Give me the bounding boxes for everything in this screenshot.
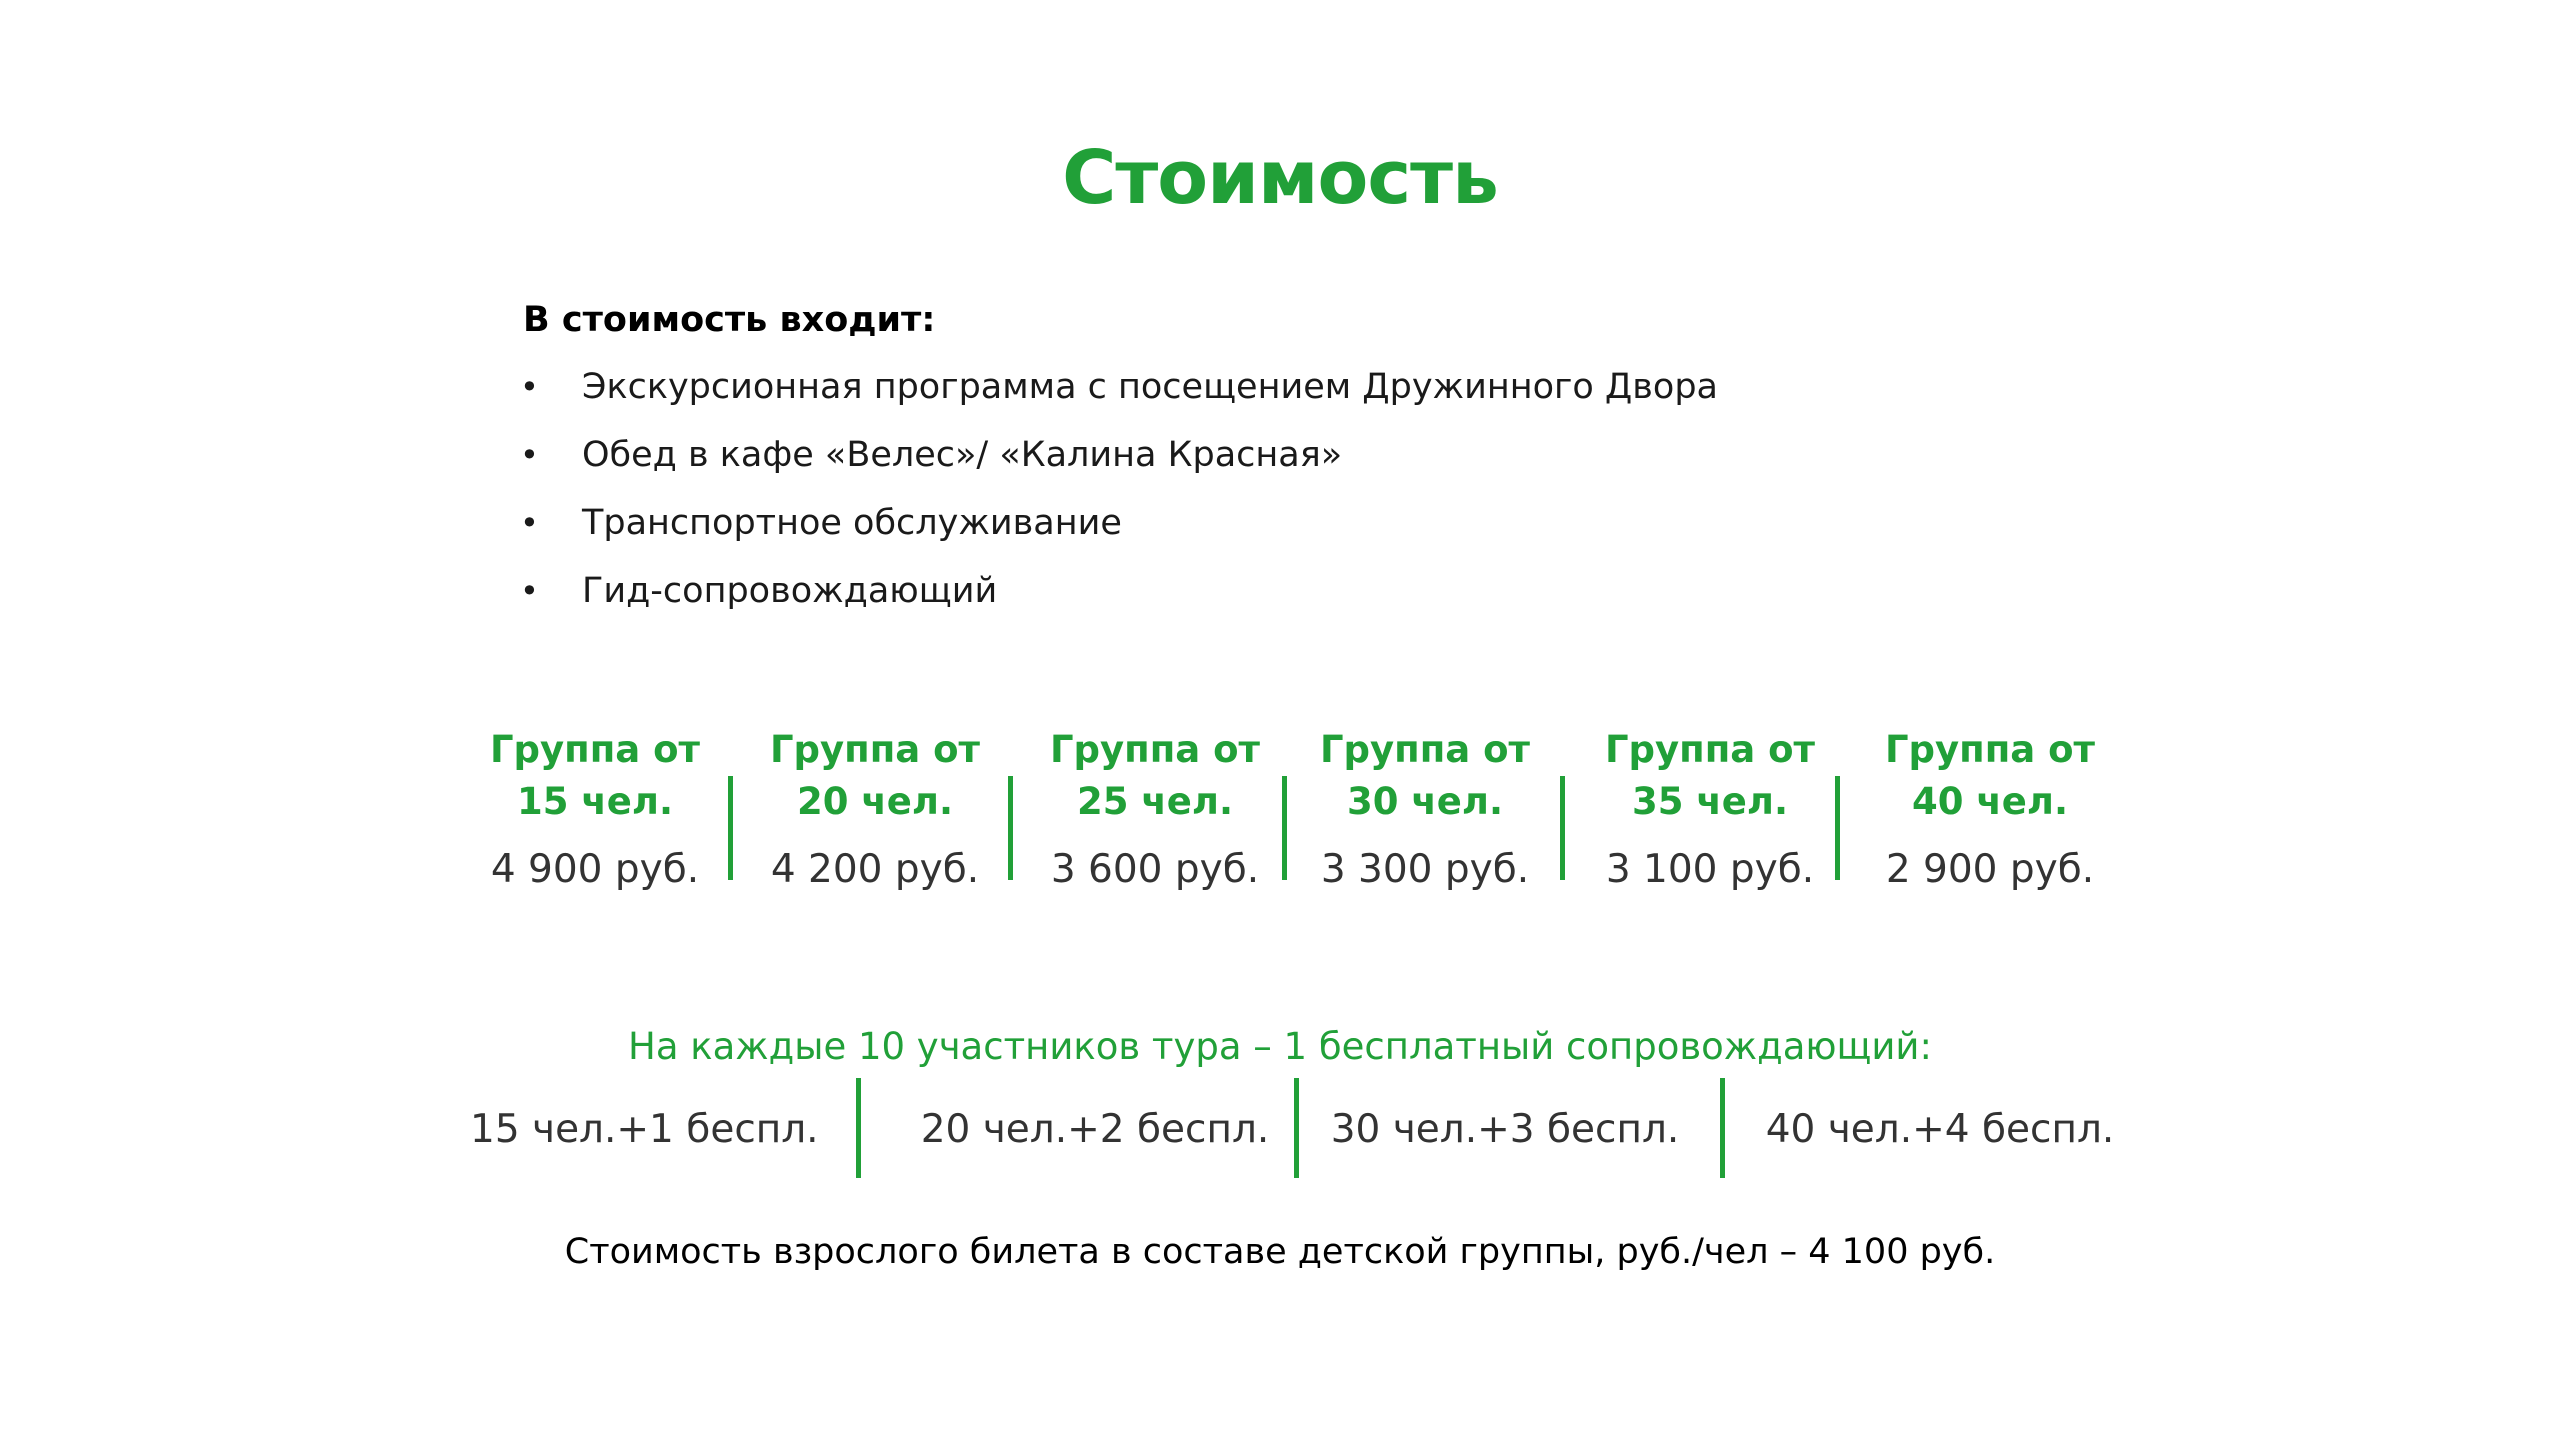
- list-item-label: Обед в кафе «Велес»/ «Калина Красная»: [582, 435, 1343, 475]
- group-size-line1: Группа от: [1604, 728, 1816, 771]
- group-size-label: [470, 724, 720, 828]
- group-size-line2: 40 чел.: [1911, 780, 2069, 823]
- includes-heading: В стоимость входит:: [523, 300, 936, 340]
- group-size-line1: Группа от: [489, 728, 701, 771]
- column-divider: [1560, 776, 1565, 880]
- price-column-35: [1585, 724, 1835, 896]
- bullet-icon: •: [520, 368, 539, 406]
- bullet-icon: •: [520, 504, 539, 542]
- companion-item: 30 чел.+3 беспл.: [1330, 1107, 1680, 1152]
- adult-ticket-price: Стоимость взрослого билета в составе детской группы, руб./чел – 4 100 руб.: [564, 1232, 1996, 1272]
- list-item: [520, 365, 1718, 433]
- group-size-line1: Группа от: [1319, 728, 1531, 771]
- group-size-label: [1585, 724, 1835, 828]
- group-size-line2: 35 чел.: [1631, 780, 1789, 823]
- group-size-label: [1865, 724, 2115, 828]
- column-divider: [1720, 1078, 1725, 1178]
- price-value: 4 900 руб.: [490, 847, 700, 892]
- group-size-line1: Группа от: [769, 728, 981, 771]
- price-value: 3 300 руб.: [1320, 847, 1530, 892]
- list-item: [520, 433, 1718, 501]
- companion-item: 40 чел.+4 беспл.: [1765, 1107, 2115, 1152]
- column-divider: [1008, 776, 1013, 880]
- price-table: [470, 724, 2110, 904]
- group-size-label: [1300, 724, 1550, 828]
- group-size-line2: 30 чел.: [1346, 780, 1504, 823]
- column-divider: [728, 776, 733, 880]
- column-divider: [1282, 776, 1287, 880]
- includes-list: [520, 365, 1718, 637]
- group-size-line1: Группа от: [1884, 728, 2096, 771]
- list-item-label: Транспортное обслуживание: [582, 503, 1122, 543]
- price-column-20: [750, 724, 1000, 896]
- group-size-line2: 15 чел.: [516, 780, 674, 823]
- column-divider: [1835, 776, 1840, 880]
- group-size-label: [750, 724, 1000, 828]
- price-value: 3 100 руб.: [1605, 847, 1815, 892]
- price-value: 3 600 руб.: [1050, 847, 1260, 892]
- group-size-line2: 25 чел.: [1076, 780, 1234, 823]
- companion-item: 15 чел.+1 беспл.: [470, 1107, 819, 1152]
- group-size-label: [1030, 724, 1280, 828]
- page-title: Стоимость: [1062, 135, 1498, 221]
- bullet-icon: •: [520, 436, 539, 474]
- companion-note: На каждые 10 участников тура – 1 бесплатный сопровождающий:: [628, 1025, 1932, 1068]
- list-item-label: Гид-сопровождающий: [582, 571, 998, 611]
- price-column-25: [1030, 724, 1280, 896]
- price-value: 4 200 руб.: [770, 847, 980, 892]
- group-size-line1: Группа от: [1049, 728, 1261, 771]
- column-divider: [1294, 1078, 1299, 1178]
- companion-item: 20 чел.+2 беспл.: [920, 1107, 1270, 1152]
- list-item: [520, 569, 1718, 637]
- price-value: 2 900 руб.: [1885, 847, 2095, 892]
- price-column-40: [1865, 724, 2115, 896]
- list-item: [520, 501, 1718, 569]
- bullet-icon: •: [520, 572, 539, 610]
- list-item-label: Экскурсионная программа с посещением Дружинного Двора: [582, 367, 1718, 407]
- companion-table: [0, 1078, 2560, 1188]
- price-column-30: [1300, 724, 1550, 896]
- group-size-line2: 20 чел.: [796, 780, 954, 823]
- column-divider: [856, 1078, 861, 1178]
- price-column-15: [470, 724, 720, 896]
